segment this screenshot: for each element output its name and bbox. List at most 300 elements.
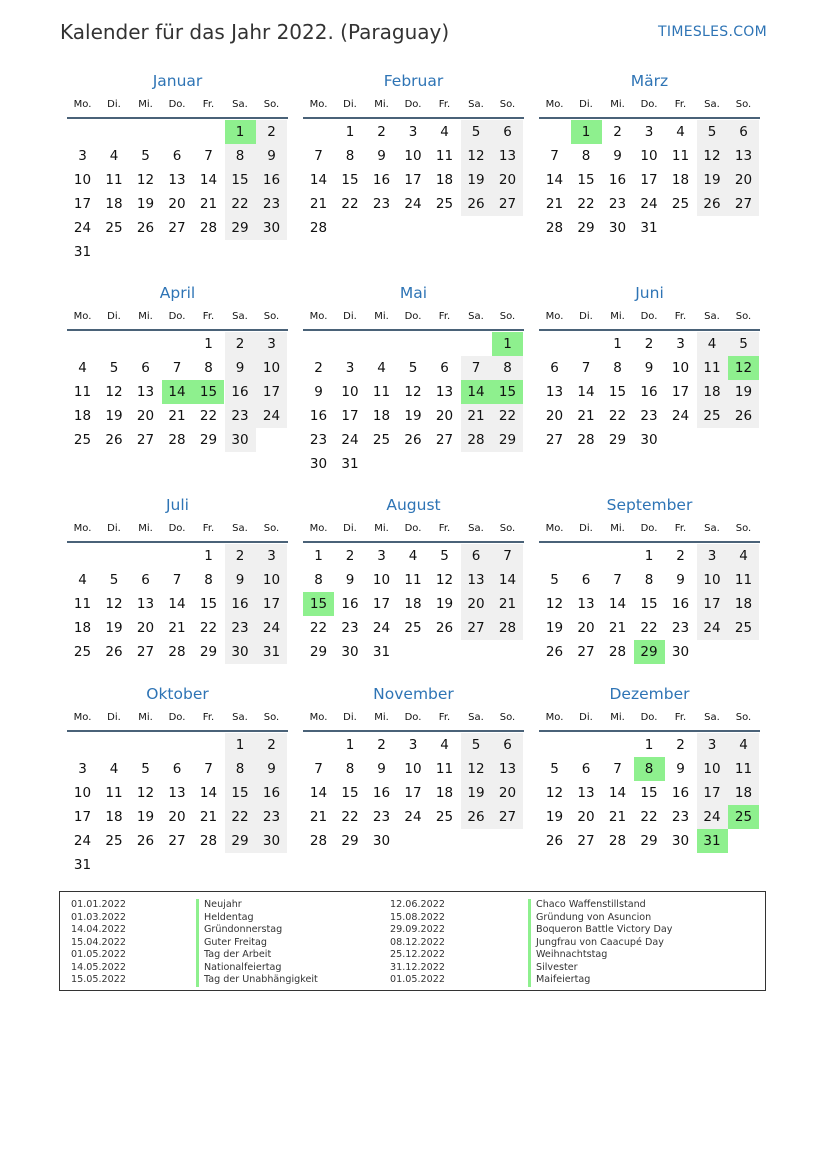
weekday-label: So.: [499, 523, 516, 534]
day-cell: 15: [341, 785, 359, 801]
day-cell: 24: [640, 196, 658, 212]
weekday-header: [539, 523, 760, 537]
day-cell: 5: [109, 360, 119, 376]
day-cell: 17: [73, 196, 92, 212]
day-cell: 12: [105, 384, 123, 400]
holiday-name: Nationalfeiertag: [196, 962, 318, 975]
weekday-label: Di.: [107, 311, 121, 322]
day-cell: 10: [404, 761, 422, 777]
day-cell: 29: [640, 833, 658, 849]
weekday-label: Fr.: [438, 712, 451, 723]
day-cell: 9: [676, 761, 685, 777]
day-cell: 16: [372, 785, 391, 801]
day-cell: 20: [728, 168, 759, 192]
month-name: April: [159, 284, 196, 302]
month-divider: [67, 117, 288, 119]
day-cell-holiday: 1: [225, 120, 256, 144]
day-cell: 19: [545, 620, 564, 636]
day-cell: 21: [168, 620, 186, 636]
weekday-label: Fr.: [438, 99, 451, 110]
day-cell: 10: [256, 568, 287, 592]
day-cell: 10: [697, 568, 728, 592]
day-cell: 14: [608, 596, 627, 612]
day-cell: 25: [105, 833, 123, 849]
day-cell: 5: [408, 360, 418, 376]
day-cell: 2: [256, 120, 287, 144]
month-name: September: [606, 496, 693, 514]
weekday-label: Mi.: [610, 523, 625, 534]
day-cell: 21: [461, 404, 492, 428]
day-cell: 23: [225, 404, 256, 428]
month-name: März: [630, 72, 669, 90]
weekday-label: Di.: [107, 99, 121, 110]
day-cell: 15: [608, 384, 627, 400]
legend-right-names: [528, 899, 672, 987]
day-cell: 14: [492, 568, 523, 592]
weekday-label: Do.: [168, 311, 186, 322]
day-cell: 2: [345, 548, 355, 564]
day-cell: 15: [640, 785, 658, 801]
day-cell: 29: [225, 829, 256, 853]
weekday-label: Sa.: [232, 712, 248, 723]
weekday-label: Mi.: [138, 99, 153, 110]
day-cell: 18: [728, 592, 759, 616]
holiday-date: 14.04.2022: [71, 924, 126, 935]
weekday-label: Do.: [168, 712, 186, 723]
weekday-label: Sa.: [232, 99, 248, 110]
day-cell: 26: [697, 192, 728, 216]
day-cell: 1: [314, 548, 323, 564]
day-cell: 14: [199, 785, 218, 801]
weekday-label: Mo.: [73, 523, 92, 534]
day-cell: 19: [461, 781, 492, 805]
day-cell: 2: [644, 336, 654, 352]
weekday-label: Fr.: [202, 712, 215, 723]
day-cell: 25: [671, 196, 690, 212]
day-cell: 26: [728, 404, 759, 428]
day-cell: 20: [435, 408, 454, 424]
day-cell: 21: [309, 809, 328, 825]
day-cell: 31: [640, 220, 658, 236]
day-cell: 3: [345, 360, 355, 376]
day-cell: 18: [697, 380, 728, 404]
day-cell-holiday: 1: [571, 120, 602, 144]
page-title: Kalender für das Jahr 2022. (Paraguay): [60, 20, 450, 44]
day-cell: 26: [105, 644, 123, 660]
day-cell: 1: [644, 548, 654, 564]
day-cell: 20: [461, 592, 492, 616]
day-cell: 6: [550, 360, 559, 376]
day-cell: 26: [105, 432, 123, 448]
day-cell: 7: [581, 360, 591, 376]
day-cell: 17: [73, 809, 92, 825]
day-cell: 30: [640, 432, 658, 448]
day-cell: 17: [404, 785, 422, 801]
month-divider: [539, 541, 760, 543]
day-cell: 9: [676, 572, 685, 588]
weekday-label: Mo.: [309, 523, 328, 534]
month-name: Juli: [165, 496, 189, 514]
day-cell-holiday: 8: [634, 757, 665, 781]
day-cell: 18: [435, 785, 454, 801]
weekday-label: Mi.: [138, 712, 153, 723]
day-cell-holiday: 31: [697, 829, 728, 853]
day-cell: 12: [404, 384, 422, 400]
day-cell: 8: [204, 572, 213, 588]
month-divider: [67, 541, 288, 543]
day-cell: 29: [341, 833, 359, 849]
day-cell: 4: [440, 124, 449, 140]
day-cell: 14: [545, 172, 564, 188]
day-cell: 11: [73, 596, 92, 612]
day-cell: 17: [671, 384, 690, 400]
day-cell: 4: [728, 733, 759, 757]
holiday-date: 15.04.2022: [71, 936, 126, 948]
day-cell: 6: [492, 120, 523, 144]
weekday-label: Di.: [343, 712, 357, 723]
day-cell: 16: [225, 380, 256, 404]
day-cell: 19: [136, 809, 155, 825]
day-cell-holiday: 15: [303, 592, 334, 616]
day-cell: 4: [728, 544, 759, 568]
day-cell: 11: [404, 572, 422, 588]
day-cell: 23: [608, 196, 627, 212]
day-cell: 7: [613, 761, 622, 777]
day-cell: 22: [341, 809, 359, 825]
day-cell: 25: [404, 620, 422, 636]
day-cell: 7: [204, 761, 213, 777]
day-cell: 4: [440, 737, 449, 753]
day-cell: 25: [73, 644, 92, 660]
day-cell: 16: [671, 596, 690, 612]
day-cell: 6: [172, 148, 182, 164]
brand-link[interactable]: TIMESLES.COM: [658, 24, 767, 40]
day-cell: 15: [225, 781, 256, 805]
day-cell: 24: [671, 408, 690, 424]
day-cell: 16: [640, 384, 658, 400]
month-name: Mai: [399, 284, 428, 302]
day-cell: 22: [640, 809, 658, 825]
day-cell: 6: [581, 761, 591, 777]
day-cell: 2: [676, 737, 685, 753]
day-cell: 11: [105, 172, 123, 188]
weekday-label: Fr.: [202, 99, 215, 110]
day-cell: 9: [225, 356, 256, 380]
holiday-date: 12.06.2022: [390, 899, 445, 910]
day-cell: 12: [136, 172, 155, 188]
day-cell: 23: [640, 408, 658, 424]
day-cell: 13: [136, 596, 155, 612]
day-cell: 30: [225, 428, 256, 452]
day-cell: 17: [256, 592, 287, 616]
weekday-label: Do.: [640, 99, 658, 110]
day-cell: 28: [608, 644, 627, 660]
day-cell: 3: [78, 761, 87, 777]
day-cell: 20: [136, 408, 155, 424]
day-cell: 15: [225, 168, 256, 192]
weekday-label: Di.: [579, 99, 593, 110]
day-cell: 13: [577, 596, 595, 612]
day-cell: 5: [550, 761, 559, 777]
day-cell: 9: [256, 144, 287, 168]
weekday-label: So.: [735, 712, 752, 723]
day-cell: 17: [341, 408, 359, 424]
holiday-date: 15.08.2022: [390, 911, 445, 923]
day-cell: 14: [309, 785, 328, 801]
day-cell: 6: [141, 360, 150, 376]
weekday-header: [539, 311, 760, 325]
holiday-date: 29.09.2022: [390, 924, 445, 935]
day-cell: 28: [492, 616, 523, 640]
weekday-header: [67, 523, 288, 537]
month-name: August: [386, 496, 441, 514]
day-cell: 4: [78, 360, 87, 376]
weekday-label: Di.: [579, 712, 593, 723]
day-cell: 21: [199, 809, 218, 825]
day-cell: 16: [256, 168, 287, 192]
day-cell: 6: [141, 572, 150, 588]
day-cell: 26: [136, 220, 155, 236]
day-cell: 6: [461, 544, 492, 568]
weekday-label: So.: [735, 99, 752, 110]
weekday-label: Fr.: [438, 523, 451, 534]
weekday-label: Mi.: [138, 311, 153, 322]
day-cell: 21: [608, 809, 627, 825]
day-cell: 11: [697, 356, 728, 380]
weekday-label: Sa.: [704, 311, 720, 322]
day-cell: 10: [640, 148, 658, 164]
day-cell: 7: [172, 360, 182, 376]
weekday-label: Sa.: [232, 523, 248, 534]
day-cell: 23: [256, 192, 287, 216]
holiday-legend: [59, 891, 766, 991]
day-cell: 25: [435, 196, 454, 212]
day-cell: 8: [225, 144, 256, 168]
day-cell: 25: [435, 809, 454, 825]
weekday-label: So.: [499, 712, 516, 723]
day-cell: 12: [461, 144, 492, 168]
day-cell: 27: [435, 432, 454, 448]
weekday-label: So.: [263, 712, 280, 723]
holiday-date: 08.12.2022: [390, 936, 445, 948]
day-cell: 11: [372, 384, 391, 400]
day-cell: 11: [73, 384, 92, 400]
day-cell: 13: [577, 785, 595, 801]
day-cell: 28: [199, 220, 218, 236]
month-divider: [303, 117, 524, 119]
day-cell: 11: [728, 757, 759, 781]
day-cell: 19: [461, 168, 492, 192]
day-cell: 31: [341, 456, 359, 472]
day-cell: 2: [613, 124, 622, 140]
weekday-label: Do.: [168, 523, 186, 534]
weekday-label: Mo.: [309, 712, 328, 723]
day-cell: 6: [728, 120, 759, 144]
weekday-label: So.: [735, 311, 752, 322]
day-cell: 31: [73, 857, 92, 873]
day-cell: 8: [345, 148, 355, 164]
weekday-label: Mi.: [374, 523, 389, 534]
day-cell: 12: [435, 572, 454, 588]
day-cell: 16: [341, 596, 359, 612]
day-cell: 30: [225, 640, 256, 664]
day-cell: 7: [613, 572, 622, 588]
day-cell: 1: [204, 336, 213, 352]
month-name: November: [373, 685, 454, 703]
day-cell: 3: [676, 336, 685, 352]
holiday-date: 01.05.2022: [390, 974, 445, 985]
day-cell: 21: [309, 196, 328, 212]
holiday-date: 25.12.2022: [390, 949, 445, 960]
day-cell: 9: [345, 572, 355, 588]
holiday-date: 01.03.2022: [71, 911, 126, 923]
day-cell: 27: [461, 616, 492, 640]
day-cell: 6: [440, 360, 449, 376]
day-cell: 2: [225, 544, 256, 568]
day-cell: 26: [545, 644, 564, 660]
day-cell: 3: [408, 737, 418, 753]
day-cell: 23: [225, 616, 256, 640]
day-cell: 28: [577, 432, 595, 448]
day-cell: 7: [172, 572, 182, 588]
month-name: Februar: [383, 72, 444, 90]
weekday-label: Fr.: [202, 311, 215, 322]
day-cell: 27: [168, 833, 186, 849]
day-cell: 5: [141, 148, 150, 164]
day-cell: 15: [640, 596, 658, 612]
day-cell: 21: [608, 620, 627, 636]
day-cell: 20: [492, 781, 523, 805]
day-cell: 20: [577, 620, 595, 636]
holiday-date: 14.05.2022: [71, 961, 126, 973]
day-cell: 27: [577, 833, 595, 849]
day-cell: 11: [435, 148, 454, 164]
day-cell: 5: [728, 332, 759, 356]
day-cell: 13: [728, 144, 759, 168]
month-name: Januar: [152, 72, 203, 90]
day-cell: 20: [577, 809, 595, 825]
weekday-label: Sa.: [232, 311, 248, 322]
day-cell: 16: [309, 408, 328, 424]
month-name: Juni: [635, 284, 664, 302]
day-cell: 2: [225, 332, 256, 356]
weekday-label: Mo.: [309, 311, 328, 322]
day-cell: 27: [728, 192, 759, 216]
holiday-date: 01.05.2022: [71, 949, 126, 960]
day-cell: 14: [309, 172, 328, 188]
day-cell: 6: [492, 733, 523, 757]
day-cell: 19: [728, 380, 759, 404]
day-cell: 18: [105, 196, 123, 212]
day-cell: 15: [577, 172, 595, 188]
day-cell: 26: [435, 620, 454, 636]
month-name: Oktober: [146, 685, 209, 703]
day-cell-holiday: 25: [728, 805, 759, 829]
day-cell: 18: [73, 620, 92, 636]
day-cell: 22: [492, 404, 523, 428]
legend-right-dates: [390, 899, 445, 987]
day-cell: 29: [199, 644, 218, 660]
day-cell: 4: [697, 332, 728, 356]
day-cell: 4: [377, 360, 386, 376]
day-cell: 29: [309, 644, 328, 660]
weekday-label: Mo.: [545, 712, 564, 723]
day-cell: 19: [136, 196, 155, 212]
weekday-header: [303, 311, 524, 325]
weekday-label: Di.: [343, 99, 357, 110]
day-cell: 22: [225, 805, 256, 829]
holiday-name: Weihnachtstag: [528, 949, 672, 962]
day-cell: 28: [608, 833, 627, 849]
day-cell: 21: [545, 196, 564, 212]
day-cell: 25: [372, 432, 391, 448]
day-cell: 25: [73, 432, 92, 448]
month-divider: [67, 329, 288, 331]
day-cell: 23: [341, 620, 359, 636]
day-cell: 24: [73, 833, 92, 849]
day-cell: 12: [461, 757, 492, 781]
month-divider: [539, 329, 760, 331]
day-cell: 18: [73, 408, 92, 424]
day-cell: 6: [172, 761, 182, 777]
day-cell: 18: [372, 408, 391, 424]
day-cell: 9: [613, 148, 622, 164]
day-cell: 12: [545, 596, 564, 612]
day-cell: 23: [671, 809, 690, 825]
day-cell: 28: [461, 428, 492, 452]
holiday-name: Tag der Arbeit: [196, 949, 318, 962]
day-cell: 10: [697, 757, 728, 781]
weekday-label: Do.: [404, 523, 422, 534]
weekday-label: Fr.: [674, 523, 687, 534]
weekday-label: Di.: [343, 523, 357, 534]
weekday-label: So.: [499, 311, 516, 322]
weekday-label: Mo.: [309, 99, 328, 110]
day-cell: 30: [671, 833, 690, 849]
day-cell: 7: [492, 544, 523, 568]
holiday-name: Guter Freitag: [196, 937, 318, 950]
day-cell: 24: [404, 196, 422, 212]
day-cell: 13: [136, 384, 155, 400]
weekday-label: Fr.: [674, 99, 687, 110]
day-cell: 20: [168, 196, 186, 212]
day-cell: 27: [492, 192, 523, 216]
weekday-header: [67, 712, 288, 726]
weekday-header: [539, 712, 760, 726]
day-cell: 8: [581, 148, 591, 164]
weekday-label: Di.: [579, 311, 593, 322]
day-cell: 21: [199, 196, 218, 212]
day-cell: 4: [408, 548, 418, 564]
day-cell: 1: [345, 124, 355, 140]
day-cell: 17: [256, 380, 287, 404]
day-cell: 4: [109, 761, 119, 777]
weekday-label: Sa.: [468, 712, 484, 723]
day-cell: 8: [204, 360, 213, 376]
day-cell: 30: [671, 644, 690, 660]
weekday-label: So.: [263, 523, 280, 534]
day-cell: 10: [372, 572, 391, 588]
day-cell: 18: [728, 781, 759, 805]
day-cell: 30: [372, 833, 391, 849]
month-divider: [303, 329, 524, 331]
day-cell: 24: [404, 809, 422, 825]
day-cell: 3: [644, 124, 654, 140]
day-cell: 30: [256, 829, 287, 853]
weekday-label: Sa.: [704, 523, 720, 534]
day-cell: 4: [676, 124, 685, 140]
weekday-label: Sa.: [468, 99, 484, 110]
